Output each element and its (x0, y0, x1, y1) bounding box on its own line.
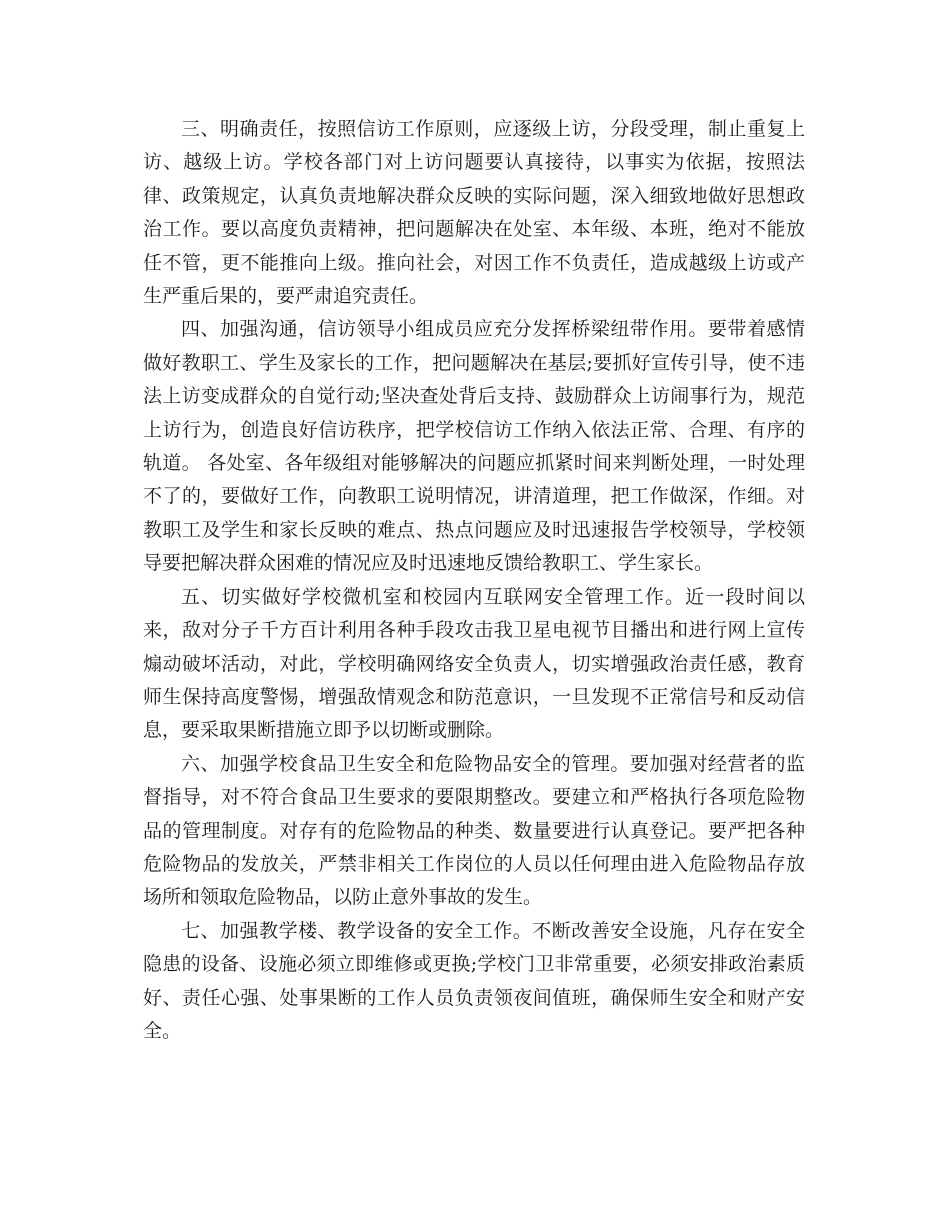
paragraph-section-7: 七、加强教学楼、教学设备的安全工作。不断改善安全设施，凡存在安全隐患的设备、设施必须立即维修或更换;学校门卫非常重要，必须安排政治素质好、责任心强、处事果断的工作人员负责领夜间值班，确保师生安全和财产安全。 (143, 919, 805, 1042)
paragraph-section-5: 五、切实做好学校微机室和校园内互联网安全管理工作。近一段时间以来，敌对分子千方百计利用各种手段攻击我卫星电视节目播出和进行网上宣传煽动破坏活动，对此，学校明确网络安全负责人，切实增强政治责任感，教育师生保持高度警惕，增强敌情观念和防范意识，一旦发现不正常信号和反动信息，要采取果断措施立即予以切断或删除。 (143, 585, 805, 742)
paragraph-section-6: 六、加强学校食品卫生安全和危险物品安全的管理。要加强对经营者的监督指导，对不符合食品卫生要求的要限期整改。要建立和严格执行各项危险物品的管理制度。对存有的危险物品的种类、数量要进行认真登记。要严把各种危险物品的发放关，严禁非相关工作岗位的人员以任何理由进入危险物品存放场所和领取危险物品，以防止意外事故的发生。 (143, 752, 805, 909)
document-body (143, 113, 805, 1048)
paragraph-section-3: 三、明确责任，按照信访工作原则，应逐级上访，分段受理，制止重复上访、越级上访。学校各部门对上访问题要认真接待，以事实为依据，按照法律、政策规定，认真负责地解决群众反映的实际问题，深入细致地做好思想政治工作。要以高度负责精神，把问题解决在处室、本年级、本班，绝对不能放任不管，更不能推向上级。推向社会，对因工作不负责任，造成越级上访或产生严重后果的，要严肃追究责任。 (143, 118, 805, 308)
paragraph-section-4: 四、加强沟通，信访领导小组成员应充分发挥桥梁纽带作用。要带着感情做好教职工、学生及家长的工作，把问题解决在基层;要抓好宣传引导，使不违法上访变成群众的自觉行动;坚决查处背后支持、鼓励群众上访闹事行为，规范上访行为，创造良好信访秩序，把学校信访工作纳入依法正常、合理、有序的轨道。 各处室、各年级组对能够解决的问题应抓紧时间来判断处理，一时处理不了的，要做好工作，向教职工说明情况，讲清道理，把工作做深，作细。对教职工及学生和家长反映的难点、热点问题应及时迅速报告学校领导，学校领导要把解决群众困难的情况应及时迅速地反馈给教职工、学生家长。 (143, 318, 805, 575)
